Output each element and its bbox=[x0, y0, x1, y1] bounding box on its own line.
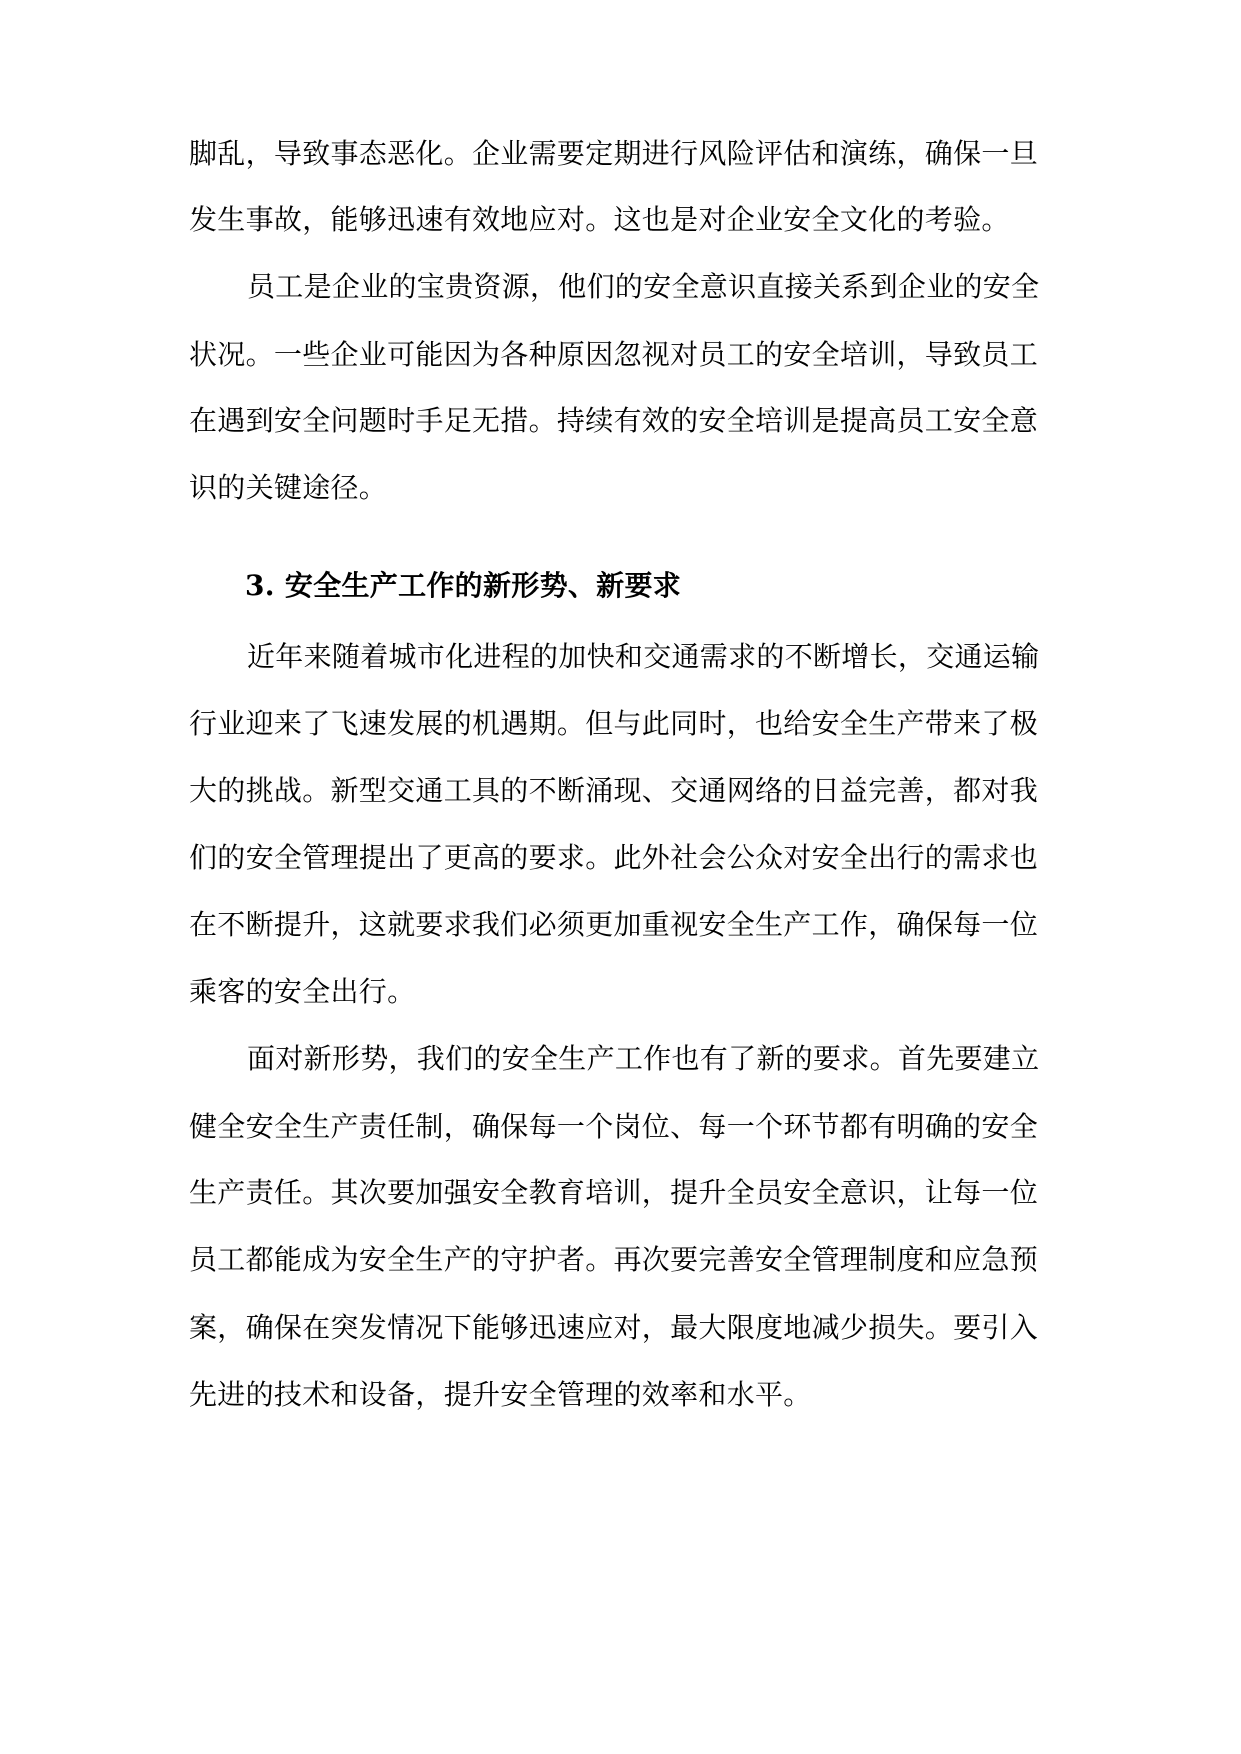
paragraph-4-line-5: 案，确保在突发情况下能够迅速应对，最大限度地减少损失。要引入 bbox=[189, 1311, 1039, 1344]
paragraph-3-line-6: 乘客的安全出行。 bbox=[189, 975, 416, 1008]
paragraph-1-line-1: 脚乱，导致事态恶化。企业需要定期进行风险评估和演练，确保一旦 bbox=[189, 137, 1039, 170]
paragraph-3-line-4: 们的安全管理提出了更高的要求。此外社会公众对安全出行的需求也 bbox=[189, 841, 1039, 874]
paragraph-4-line-4: 员工都能成为安全生产的守护者。再次要完善安全管理制度和应急预 bbox=[189, 1243, 1039, 1276]
paragraph-3-line-3: 大的挑战。新型交通工具的不断涌现、交通网络的日益完善，都对我 bbox=[189, 774, 1039, 807]
paragraph-1-line-2: 发生事故，能够迅速有效地应对。这也是对企业安全文化的考验。 bbox=[189, 203, 1010, 236]
paragraph-3-line-2: 行业迎来了飞速发展的机遇期。但与此同时，也给安全生产带来了极 bbox=[189, 707, 1039, 740]
paragraph-4-line-3: 生产责任。其次要加强安全教育培训，提升全员安全意识，让每一位 bbox=[189, 1176, 1039, 1209]
paragraph-2-line-4: 识的关键途径。 bbox=[189, 471, 388, 504]
paragraph-3-line-1: 近年来随着城市化进程的加快和交通需求的不断增长，交通运输 bbox=[247, 640, 1040, 673]
paragraph-3-line-5: 在不断提升，这就要求我们必须更加重视安全生产工作，确保每一位 bbox=[189, 908, 1039, 941]
paragraph-2-line-2: 状况。一些企业可能因为各种原因忽视对员工的安全培训，导致员工 bbox=[189, 338, 1039, 371]
section-heading: 3. 安全生产工作的新形势、新要求 bbox=[245, 569, 682, 602]
paragraph-4-line-6: 先进的技术和设备，提升安全管理的效率和水平。 bbox=[189, 1378, 812, 1411]
paragraph-4-line-1: 面对新形势，我们的安全生产工作也有了新的要求。首先要建立 bbox=[247, 1042, 1040, 1075]
paragraph-2-line-1: 员工是企业的宝贵资源，他们的安全意识直接关系到企业的安全 bbox=[247, 270, 1040, 303]
paragraph-2-line-3: 在遇到安全问题时手足无措。持续有效的安全培训是提高员工安全意 bbox=[189, 404, 1039, 437]
paragraph-4-line-2: 健全安全生产责任制，确保每一个岗位、每一个环节都有明确的安全 bbox=[189, 1110, 1039, 1143]
